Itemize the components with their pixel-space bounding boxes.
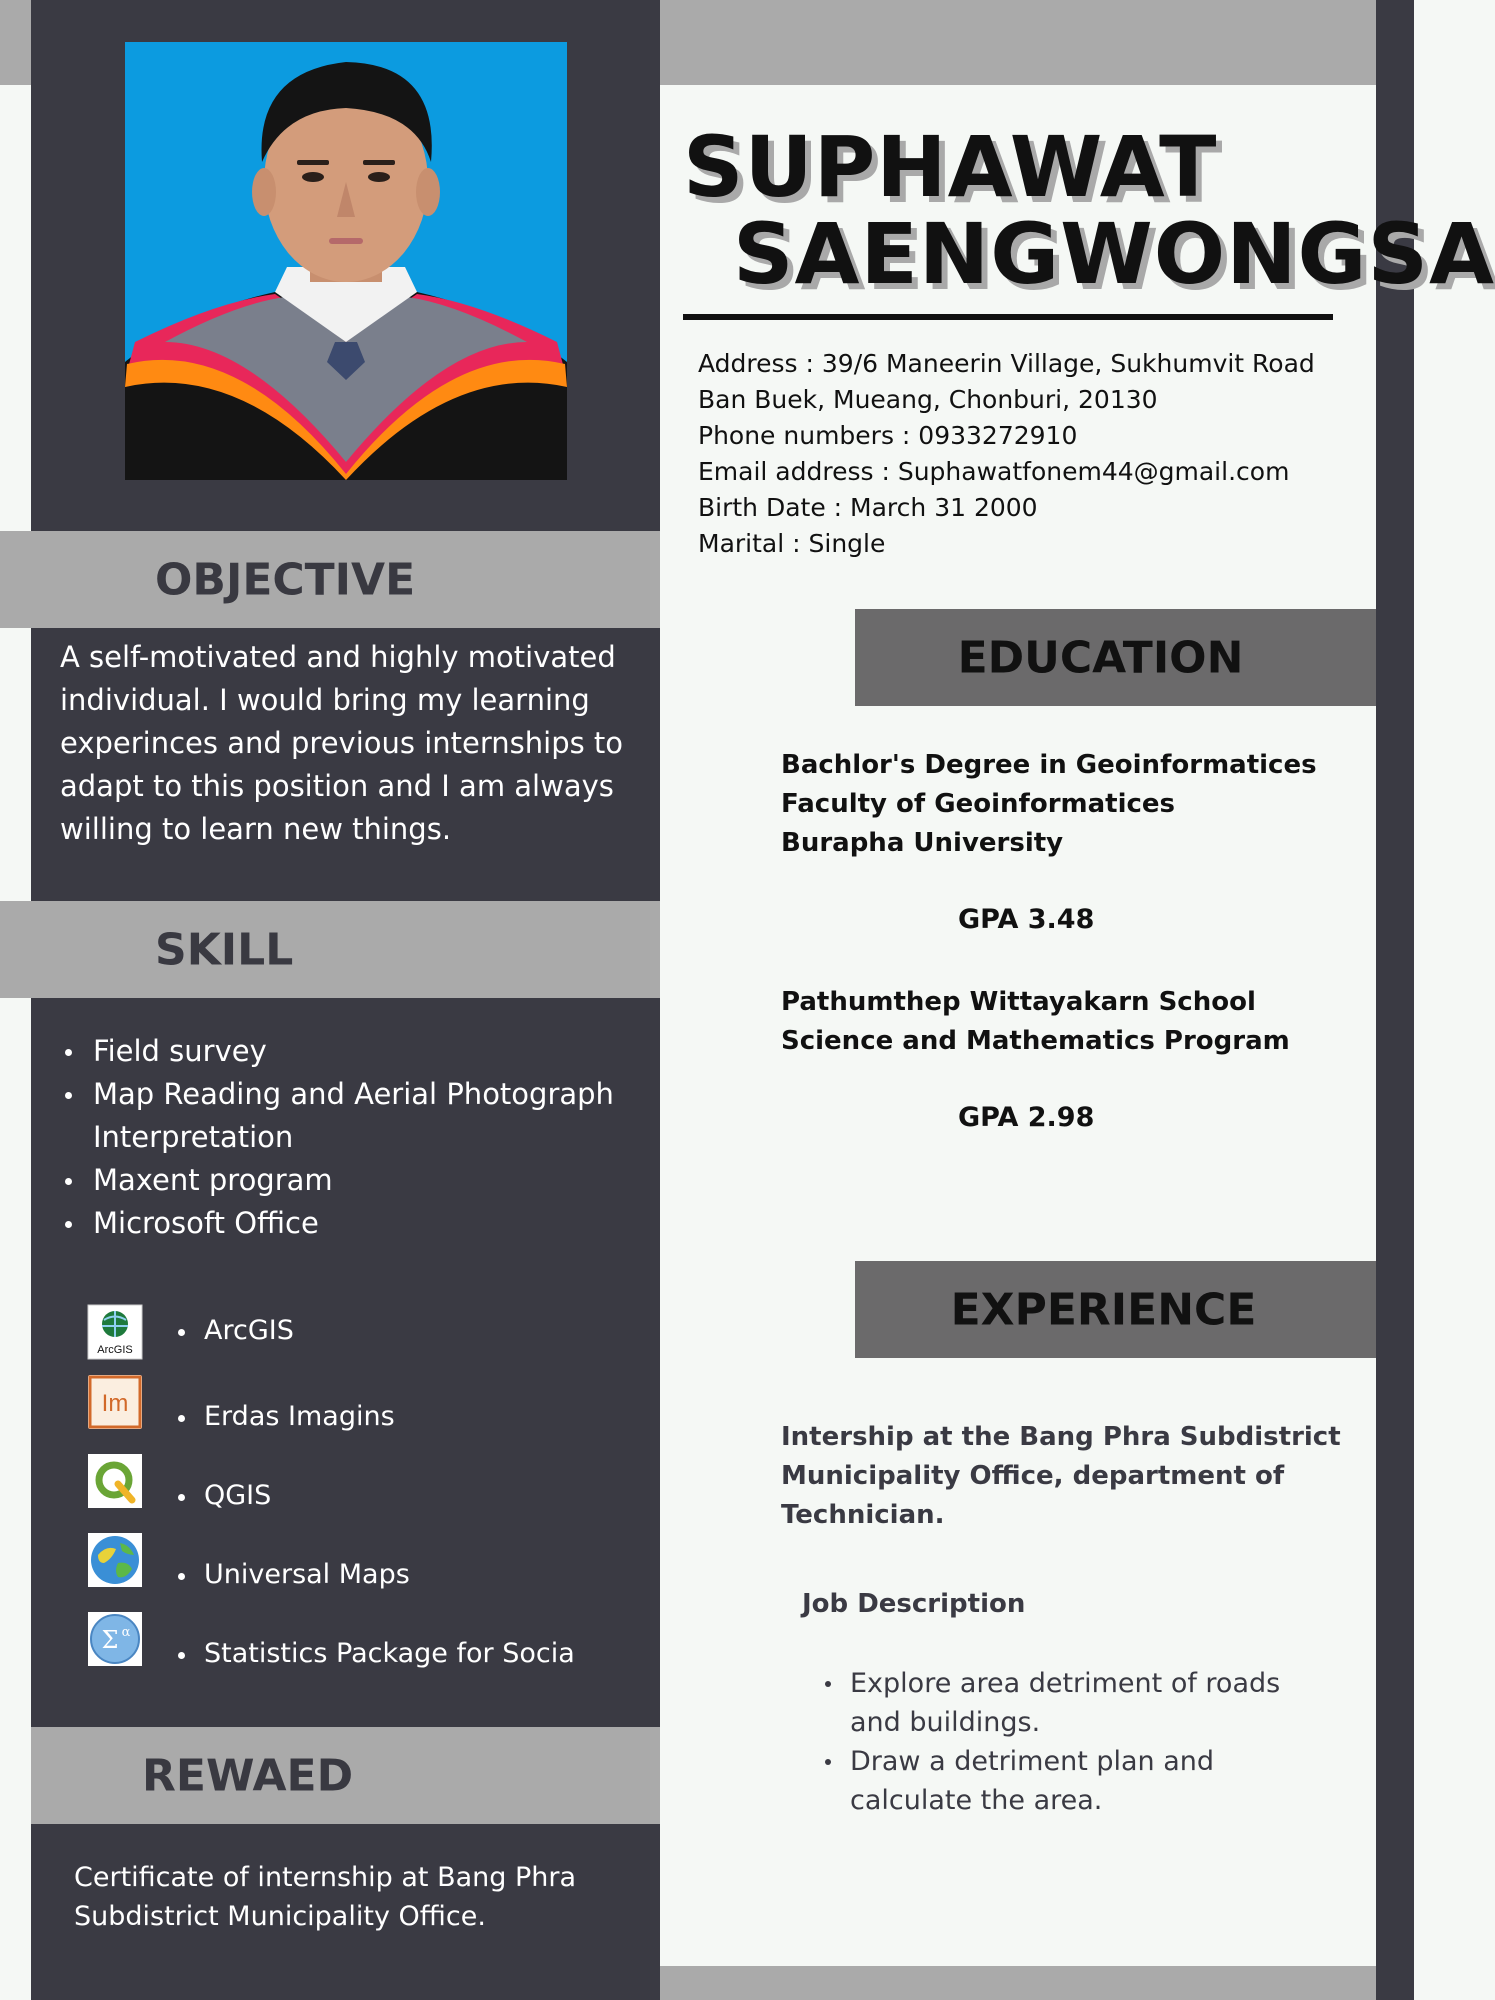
skill-item-label-cont: Interpretation	[93, 1120, 294, 1154]
bullet	[178, 1652, 185, 1659]
software-label: Erdas Imagins	[204, 1401, 395, 1432]
svg-text:α: α	[121, 1625, 131, 1640]
last-name: SAENGWONGSA	[733, 205, 1495, 303]
reward-header	[31, 1727, 660, 1824]
profile-photo	[125, 42, 567, 480]
skill-item-label: Microsoft Office	[93, 1206, 319, 1240]
address-line: Ban Buek, Mueang, Chonburi, 20130	[698, 385, 1158, 414]
svg-text:ArcGIS: ArcGIS	[97, 1344, 133, 1356]
arcgis-icon	[88, 1305, 142, 1359]
bullet	[178, 1415, 185, 1422]
education-heading: EDUCATION	[957, 632, 1244, 683]
skill-item	[60, 1159, 650, 1202]
name-underline	[683, 314, 1333, 320]
email-address: Email address : Suphawatfonem44@gmail.com	[698, 457, 1290, 486]
bottom-right-bar	[660, 1966, 1376, 2000]
skill-item-label: Map Reading and Aerial Photograph	[93, 1077, 614, 1111]
skill-item	[60, 1073, 650, 1159]
experience-title	[781, 1418, 1361, 1535]
reward-line: Subdistrict Municipality Office.	[74, 1901, 486, 1932]
experience-title-line: Technician.	[781, 1500, 945, 1530]
job-description-list	[820, 1664, 1340, 1820]
reward-text	[74, 1858, 634, 1936]
skill-item	[60, 1202, 650, 1245]
top-right-bar	[660, 0, 1376, 85]
experience-heading: EXPERIENCE	[950, 1284, 1257, 1335]
phone-number: Phone numbers : 0933272910	[698, 421, 1078, 450]
software-label: Statistics Package for Socia	[204, 1638, 575, 1669]
objective-line: experinces and previous internships to	[60, 726, 624, 760]
erdas-imagine-icon	[88, 1375, 142, 1429]
degree-line: Bachlor's Degree in Geoinformatices	[781, 750, 1317, 780]
school-line: Pathumthep Wittayakarn School	[781, 987, 1256, 1017]
skill-item-label: Field survey	[93, 1034, 267, 1068]
software-item	[88, 1375, 658, 1431]
globe-icon	[88, 1533, 142, 1587]
experience-title-line: Intership at the Bang Phra Subdistrict	[781, 1422, 1341, 1452]
software-label: ArcGIS	[204, 1315, 294, 1346]
job-item-line: calculate the area.	[850, 1785, 1103, 1816]
faculty-line: Faculty of Geoinformatices	[781, 789, 1176, 819]
birth-date: Birth Date : March 31 2000	[698, 493, 1038, 522]
software-item	[88, 1454, 658, 1510]
objective-line: A self-motivated and highly motivated	[60, 640, 616, 674]
software-label: Universal Maps	[204, 1559, 410, 1590]
job-item-line: Draw a detriment plan and	[850, 1746, 1215, 1777]
job-item-line: Explore area detriment of roads	[850, 1668, 1281, 1699]
education-entry	[781, 983, 1371, 1061]
svg-text:Σ: Σ	[101, 1626, 119, 1654]
bullet	[178, 1573, 185, 1580]
objective-line: willing to learn new things.	[60, 812, 452, 846]
bullet	[178, 1329, 185, 1336]
spss-icon	[88, 1612, 142, 1666]
education-header	[855, 609, 1376, 706]
objective-heading: OBJECTIVE	[155, 554, 416, 605]
marital-status: Marital : Single	[698, 529, 886, 558]
reward-heading: REWAED	[142, 1750, 354, 1801]
gpa-value: GPA 3.48	[958, 904, 1095, 935]
software-label: QGIS	[204, 1480, 272, 1511]
first-name: SUPHAWAT	[683, 118, 1218, 216]
experience-header	[855, 1261, 1376, 1358]
gpa-value: GPA 2.98	[958, 1102, 1095, 1133]
job-description-heading: Job Description	[802, 1589, 1026, 1619]
objective-line: individual. I would bring my learning	[60, 683, 590, 717]
software-item	[88, 1305, 658, 1361]
program-line: Science and Mathematics Program	[781, 1026, 1290, 1056]
university-line: Burapha University	[781, 828, 1064, 858]
skill-list	[60, 1030, 650, 1245]
skill-heading: SKILL	[155, 924, 294, 975]
job-item-line: and buildings.	[850, 1707, 1041, 1738]
address-line: Address : 39/6 Maneerin Village, Sukhumvit Road	[698, 349, 1315, 378]
svg-text:Im: Im	[101, 1390, 129, 1417]
bullet	[178, 1494, 185, 1501]
reward-line: Certificate of internship at Bang Phra	[74, 1862, 577, 1893]
education-entry	[781, 746, 1371, 863]
qgis-icon	[88, 1454, 142, 1508]
contact-info	[698, 346, 1358, 562]
experience-title-line: Municipality Office, department of	[781, 1461, 1285, 1491]
objective-text	[60, 636, 650, 851]
software-item	[88, 1533, 658, 1589]
skill-item	[60, 1030, 650, 1073]
job-item	[820, 1664, 1340, 1742]
skill-item-label: Maxent program	[93, 1163, 333, 1197]
objective-header	[0, 531, 660, 628]
software-item	[88, 1612, 658, 1668]
skill-header	[0, 901, 660, 998]
objective-line: adapt to this position and I am always	[60, 769, 614, 803]
job-item	[820, 1742, 1340, 1820]
top-left-bar	[0, 0, 31, 85]
